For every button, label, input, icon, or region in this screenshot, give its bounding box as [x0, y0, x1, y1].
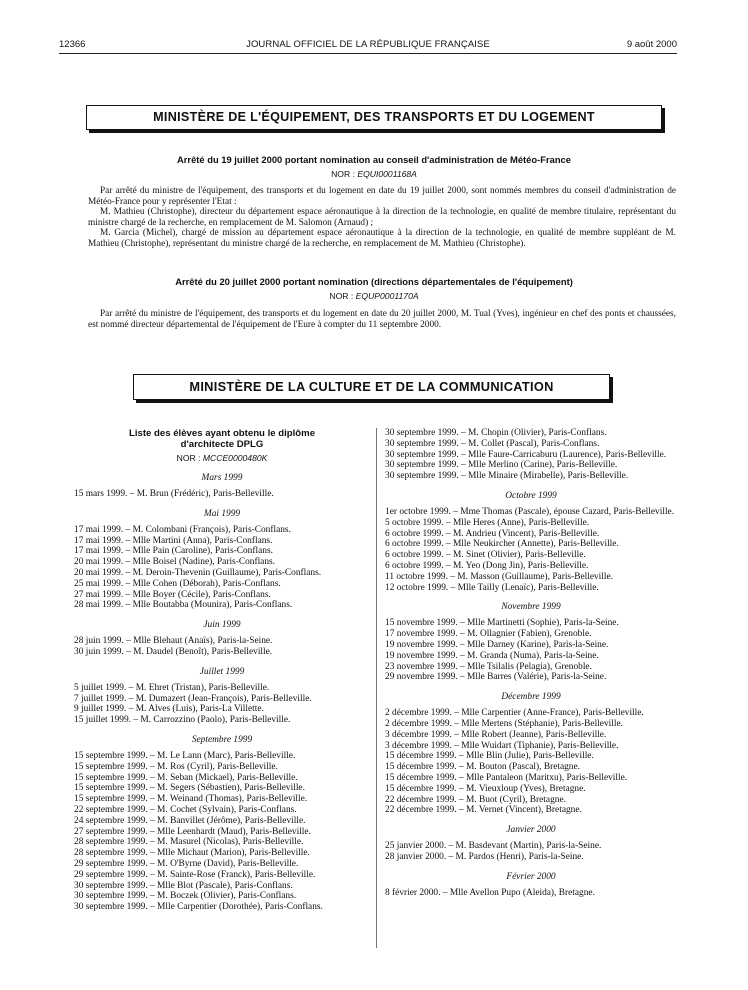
paragraph: M. Mathieu (Christophe), directeur du département espace aéronautique à la direction de la technologie, en qualité de membre titulaire, représentant du ministre chargé de la recherche, en remplacement de M. Salomon (Arnaud) ; [88, 207, 676, 228]
list-item: 27 septembre 1999. – Mlle Leenhardt (Maud), Paris-Belleville. [74, 826, 311, 837]
list-item: 6 octobre 1999. – Mlle Neukircher (Annette), Paris-Belleville. [385, 539, 619, 550]
list-item: 5 juillet 1999. – M. Ehret (Tristan), Paris-Belleville. [74, 682, 270, 693]
list-item: 20 mai 1999. – Mlle Boisel (Nadine), Paris-Conflans. [74, 557, 276, 568]
month-heading: Février 2000 [506, 871, 556, 882]
list-item: 6 octobre 1999. – M. Sinet (Olivier), Paris-Belleville. [385, 550, 586, 561]
list-item: 28 juin 1999. – Mlle Blehaut (Anaïs), Paris-la-Seine. [74, 636, 273, 647]
nor-code: EQUI0001168A [357, 169, 417, 179]
list-item: 5 octobre 1999. – Mlle Heres (Anne), Paris-Belleville. [385, 517, 590, 528]
month-heading: Juin 1999 [203, 620, 241, 631]
list-item: 30 septembre 1999. – Mlle Minaire (Mirabelle), Paris-Belleville. [385, 471, 629, 482]
list-item: 2 décembre 1999. – Mlle Carpentier (Anne-France), Paris-Belleville. [385, 708, 644, 719]
list-item: 19 novembre 1999. – Mlle Darney (Karine), Paris-la-Seine. [385, 639, 609, 650]
ministry-culture-title: MINISTÈRE DE LA CULTURE ET DE LA COMMUNICATION [133, 374, 610, 400]
list-item: 17 mai 1999. – M. Colombani (François), Paris-Conflans. [74, 524, 291, 535]
month-heading: Septembre 1999 [191, 734, 253, 745]
list-item: 23 novembre 1999. – Mlle Tsilalis (Pelagia), Grenoble. [385, 661, 592, 672]
list-item: 15 septembre 1999. – M. Ros (Cyril), Paris-Belleville. [74, 761, 278, 772]
list-item: 15 décembre 1999. – Mlle Blin (Julie), Paris-Belleville. [385, 751, 594, 762]
month-heading: Mai 1999 [203, 508, 241, 519]
list-item: 15 mars 1999. – M. Brun (Frédéric), Paris-Belleville. [74, 489, 274, 499]
list-item: 7 juillet 1999. – M. Dumazert (Jean-François), Paris-Belleville. [74, 693, 312, 704]
arrete-2-title: Arrêté du 20 juillet 2000 portant nomination (directions départementales de l'équipement) [175, 276, 573, 287]
nor-label: NOR : [176, 453, 203, 463]
page-header [59, 39, 677, 54]
list-column-left [74, 428, 370, 913]
list-item: 28 mai 1999. – Mlle Boutabba (Mounira), Paris-Conflans. [74, 600, 293, 611]
list-item: 15 septembre 1999. – M. Weinand (Thomas), Paris-Belleville. [74, 794, 308, 805]
list-item: 3 décembre 1999. – Mlle Robert (Jeanne), Paris-Belleville. [385, 729, 607, 740]
ministry-equipement-title: MINISTÈRE DE L'ÉQUIPEMENT, DES TRANSPORTS ET DU LOGEMENT [86, 105, 662, 130]
month-heading: Juillet 1999 [199, 666, 245, 677]
list-item: 17 mai 1999. – Mlle Pain (Caroline), Paris-Conflans. [74, 546, 273, 557]
list-item: 27 mai 1999. – Mlle Boyer (Cécile), Paris-Conflans. [74, 589, 271, 600]
list-item: 6 octobre 1999. – M. Andrieu (Vincent), Paris-Belleville. [385, 528, 600, 539]
list-item: 8 février 2000. – Mlle Avellon Pupo (Aleida), Bretagne. [385, 887, 595, 898]
list-item: 24 septembre 1999. – M. Banvillet (Jérôme), Paris-Belleville. [74, 815, 306, 826]
issue-date: 9 août 2000 [626, 39, 677, 50]
list-title-line: Liste des élèves ayant obtenu le diplôme [128, 428, 316, 439]
list-item: 15 décembre 1999. – M. Bouton (Pascal), Bretagne. [385, 762, 581, 773]
list-item: 30 septembre 1999. – M. Chopin (Olivier), Paris-Conflans. [385, 428, 607, 438]
list-item: 30 septembre 1999. – Mlle Faure-Carricaburu (Laurence), Paris-Belleville. [385, 449, 667, 460]
list-item: 29 septembre 1999. – M. Sainte-Rose (Franck), Paris-Belleville. [74, 869, 316, 880]
nor-label: NOR : [331, 169, 358, 179]
list-item: 25 janvier 2000. – M. Basdevant (Martin), Paris-la-Seine. [385, 841, 602, 852]
list-item: 15 décembre 1999. – M. Vieuxloup (Yves), Bretagne. [385, 783, 586, 794]
month-heading: Janvier 2000 [506, 825, 556, 836]
list-item: 30 septembre 1999. – M. Collet (Pascal), Paris-Conflans. [385, 438, 600, 449]
list-item: 30 septembre 1999. – Mlle Merlino (Carine), Paris-Belleville. [385, 460, 618, 471]
month-heading: Novembre 1999 [501, 602, 561, 613]
list-item: 30 septembre 1999. – M. Boczek (Olivier), Paris-Conflans. [74, 891, 297, 902]
page-number: 12366 [59, 39, 86, 50]
list-item: 2 décembre 1999. – Mlle Mertens (Stéphanie), Paris-Belleville. [385, 718, 623, 729]
list-item: 12 octobre 1999. – Mlle Tailly (Lenaïc), Paris-Belleville. [385, 582, 599, 593]
list-item: 15 juillet 1999. – M. Carrozzino (Paolo), Paris-Belleville. [74, 715, 291, 726]
list-item: 28 septembre 1999. – M. Masurel (Nicolas), Paris-Belleville. [74, 837, 304, 848]
list-item: 6 octobre 1999. – M. Yeo (Dong Jin), Paris-Belleville. [385, 560, 589, 571]
list-item: 3 décembre 1999. – Mlle Wuidart (Tiphanie), Paris-Belleville. [385, 740, 619, 751]
month-heading: Décembre 1999 [501, 692, 561, 703]
nor-code: EQUP0001170A [355, 291, 419, 301]
column-divider [376, 428, 377, 948]
list-item: 17 novembre 1999. – M. Ollagnier (Fabien), Grenoble. [385, 629, 592, 640]
arrete-2-body [88, 309, 676, 330]
arrete-1-body [88, 186, 676, 250]
arrete-1-nor [60, 169, 688, 179]
paragraph: M. Garcia (Michel), chargé de mission au département espace aéronautique à la direction de la technologie, en qualité de membre suppléant de M. Mathieu (Christophe), représentant du ministre chargé de la recherche, en remplacement de M. Mathieu (Christophe). [88, 228, 676, 249]
list-item: 20 mai 1999. – M. Deroin-Thevenin (Guillaume), Paris-Conflans. [74, 567, 322, 578]
list-item: 19 novembre 1999. – M. Granda (Numa), Paris-la-Seine. [385, 650, 599, 661]
arrete-2-nor [60, 291, 688, 301]
list-item: 25 mai 1999. – Mlle Cohen (Déborah), Paris-Conflans. [74, 578, 281, 589]
list-item: 30 juin 1999. – M. Daudel (Benoît), Paris-Belleville. [74, 646, 273, 657]
list-item: 29 septembre 1999. – M. O'Byrne (David), Paris-Belleville. [74, 858, 299, 869]
list-item: 28 janvier 2000. – M. Pardos (Henri), Paris-la-Seine. [385, 851, 584, 862]
list-item: 22 septembre 1999. – M. Cochet (Sylvain), Paris-Conflans. [74, 804, 297, 815]
list-item: 17 mai 1999. – Mlle Martini (Anna), Paris-Conflans. [74, 535, 273, 546]
list-item: 1er octobre 1999. – Mme Thomas (Pascale), épouse Cazard, Paris-Belleville. [385, 506, 675, 517]
journal-title: JOURNAL OFFICIEL DE LA RÉPUBLIQUE FRANÇAISE [246, 39, 490, 50]
nor-label: NOR : [329, 291, 356, 301]
list-item: 15 septembre 1999. – M. Le Lann (Marc), Paris-Belleville. [74, 750, 296, 761]
list-item: 22 décembre 1999. – M. Buot (Cyril), Bretagne. [385, 794, 566, 805]
list-nor [74, 453, 370, 463]
list-item: 15 décembre 1999. – Mlle Pantaleon (Maritxu), Paris-Belleville. [385, 772, 628, 783]
list-item: 15 septembre 1999. – M. Segers (Sébastien), Paris-Belleville. [74, 783, 305, 794]
list-item: 11 octobre 1999. – M. Masson (Guillaume), Paris-Belleville. [385, 571, 613, 582]
list-item: 9 juillet 1999. – M. Alves (Luis), Paris-La Villette. [74, 704, 264, 715]
list-column-right [385, 428, 677, 899]
list-item: 15 novembre 1999. – Mlle Martinetti (Sophie), Paris-la-Seine. [385, 618, 619, 629]
list-item: 22 décembre 1999. – M. Vernet (Vincent), Bretagne. [385, 805, 582, 816]
list-item: 29 novembre 1999. – Mlle Barres (Valérie), Paris-la-Seine. [385, 672, 607, 683]
paragraph: Par arrêté du ministre de l'équipement, des transports et du logement en date du 19 juillet 2000, sont nommés membres du conseil d'administration de Météo-France pour y représenter l'Etat : [88, 186, 676, 207]
list-title-line: d'architecte DPLG [180, 439, 264, 450]
paragraph: Par arrêté du ministre de l'équipement, des transports et du logement en date du 20 juillet 2000, M. Tual (Yves), ingénieur en chef des ponts et chaussées, est nommé directeur départemental de l'équipement de l'Eure à compter du 11 septembre 2000. [88, 309, 676, 330]
arrete-1-title: Arrêté du 19 juillet 2000 portant nomination au conseil d'administration de Météo-France [177, 154, 571, 165]
list-item: 30 septembre 1999. – Mlle Carpentier (Dorothée), Paris-Conflans. [74, 902, 323, 913]
list-item: 15 septembre 1999. – M. Seban (Mickael), Paris-Belleville. [74, 772, 298, 783]
month-heading: Mars 1999 [201, 473, 243, 483]
list-item: 30 septembre 1999. – Mlle Blot (Pascale), Paris-Conflans. [74, 880, 293, 891]
list-title [74, 428, 370, 450]
month-heading: Octobre 1999 [505, 490, 557, 501]
nor-code: MCCE0000480K [202, 453, 268, 463]
list-item: 28 septembre 1999. – Mlle Michaut (Marion), Paris-Belleville. [74, 848, 310, 859]
